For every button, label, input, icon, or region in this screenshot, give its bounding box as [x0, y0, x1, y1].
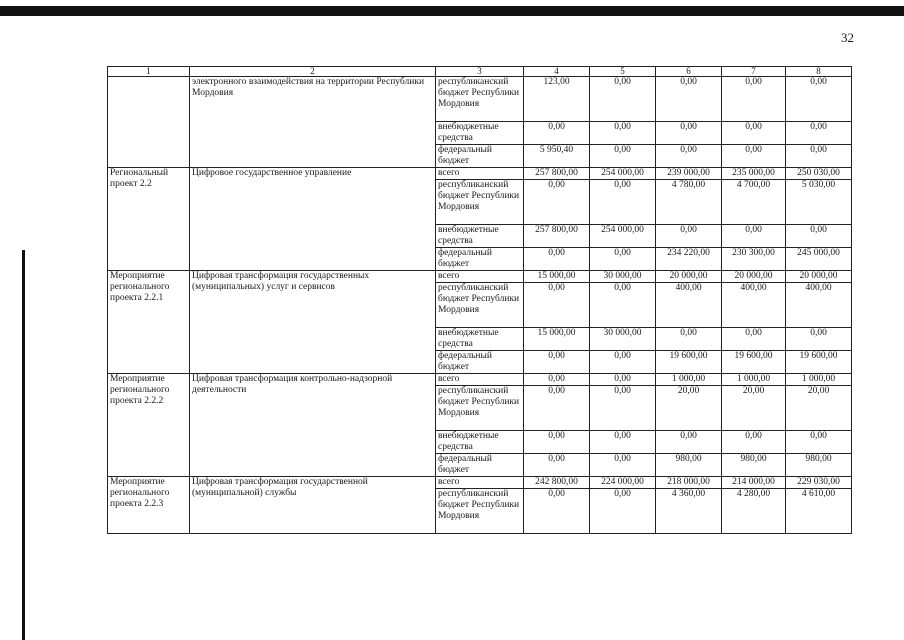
amount-cell: 20 000,00 — [722, 271, 786, 283]
funding-source-cell: федеральный бюджет — [436, 248, 524, 271]
funding-source-cell: всего — [436, 477, 524, 489]
amount-cell: 0,00 — [590, 351, 656, 374]
funding-source-cell: внебюджетные средства — [436, 122, 524, 145]
amount-cell: 235 000,00 — [722, 168, 786, 180]
amount-cell: 254 000,00 — [590, 225, 656, 248]
amount-cell: 0,00 — [656, 431, 722, 454]
amount-cell: 0,00 — [524, 431, 590, 454]
funding-source-cell: республиканский бюджет Республики Мордовия — [436, 489, 524, 534]
amount-cell: 400,00 — [786, 283, 852, 328]
amount-cell: 257 800,00 — [524, 168, 590, 180]
table-row — [108, 477, 852, 489]
funding-source-cell: всего — [436, 271, 524, 283]
amount-cell: 5 950,40 — [524, 145, 590, 168]
program-code-cell — [108, 77, 190, 168]
funding-source-cell: республиканский бюджет Республики Мордовия — [436, 386, 524, 431]
amount-cell: 0,00 — [524, 351, 590, 374]
column-header: 8 — [786, 67, 852, 77]
amount-cell: 20,00 — [656, 386, 722, 431]
amount-cell: 980,00 — [722, 454, 786, 477]
column-header: 2 — [190, 67, 436, 77]
amount-cell: 0,00 — [590, 386, 656, 431]
amount-cell: 0,00 — [656, 122, 722, 145]
amount-cell: 0,00 — [656, 77, 722, 122]
program-name-cell: электронного взаимодействия на территории Республики Мордовия — [190, 77, 436, 168]
amount-cell: 0,00 — [524, 489, 590, 534]
funding-source-cell: федеральный бюджет — [436, 351, 524, 374]
program-name-cell: Цифровое государственное управление — [190, 168, 436, 271]
amount-cell: 30 000,00 — [590, 271, 656, 283]
amount-cell: 0,00 — [722, 431, 786, 454]
amount-cell: 0,00 — [656, 145, 722, 168]
amount-cell: 0,00 — [590, 431, 656, 454]
column-header: 1 — [108, 67, 190, 77]
funding-source-cell: всего — [436, 168, 524, 180]
amount-cell: 0,00 — [590, 145, 656, 168]
amount-cell: 400,00 — [656, 283, 722, 328]
amount-cell: 0,00 — [656, 225, 722, 248]
amount-cell: 0,00 — [590, 122, 656, 145]
amount-cell: 1 000,00 — [722, 374, 786, 386]
amount-cell: 254 000,00 — [590, 168, 656, 180]
amount-cell: 0,00 — [786, 77, 852, 122]
amount-cell: 400,00 — [722, 283, 786, 328]
amount-cell: 218 000,00 — [656, 477, 722, 489]
amount-cell: 4 610,00 — [786, 489, 852, 534]
funding-source-cell: всего — [436, 374, 524, 386]
amount-cell: 15 000,00 — [524, 271, 590, 283]
table-body — [108, 77, 852, 534]
amount-cell: 0,00 — [590, 283, 656, 328]
amount-cell: 0,00 — [524, 180, 590, 225]
amount-cell: 229 030,00 — [786, 477, 852, 489]
funding-source-cell: федеральный бюджет — [436, 454, 524, 477]
amount-cell: 1 000,00 — [786, 374, 852, 386]
column-header: 4 — [524, 67, 590, 77]
table-row — [108, 374, 852, 386]
amount-cell: 0,00 — [524, 374, 590, 386]
amount-cell: 0,00 — [590, 180, 656, 225]
amount-cell: 0,00 — [722, 77, 786, 122]
amount-cell: 0,00 — [786, 145, 852, 168]
amount-cell: 0,00 — [590, 489, 656, 534]
program-name-cell: Цифровая трансформация государственной (муниципальной) службы — [190, 477, 436, 534]
amount-cell: 5 030,00 — [786, 180, 852, 225]
amount-cell: 20,00 — [722, 386, 786, 431]
column-header: 6 — [656, 67, 722, 77]
amount-cell: 224 000,00 — [590, 477, 656, 489]
amount-cell: 15 000,00 — [524, 328, 590, 351]
amount-cell: 19 600,00 — [656, 351, 722, 374]
amount-cell: 20 000,00 — [656, 271, 722, 283]
column-header: 3 — [436, 67, 524, 77]
program-code-cell: Мероприятие регионального проекта 2.2.1 — [108, 271, 190, 374]
budget-table — [107, 66, 852, 534]
amount-cell: 250 030,00 — [786, 168, 852, 180]
funding-source-cell: внебюджетные средства — [436, 431, 524, 454]
amount-cell: 0,00 — [722, 145, 786, 168]
amount-cell: 0,00 — [722, 328, 786, 351]
amount-cell: 4 280,00 — [722, 489, 786, 534]
amount-cell: 0,00 — [524, 454, 590, 477]
amount-cell: 242 800,00 — [524, 477, 590, 489]
amount-cell: 0,00 — [590, 374, 656, 386]
amount-cell: 20 000,00 — [786, 271, 852, 283]
scan-border-left — [22, 250, 25, 640]
table-row — [108, 77, 852, 122]
program-code-cell: Мероприятие регионального проекта 2.2.2 — [108, 374, 190, 477]
funding-source-cell: республиканский бюджет Республики Мордовия — [436, 180, 524, 225]
amount-cell: 234 220,00 — [656, 248, 722, 271]
column-header: 5 — [590, 67, 656, 77]
amount-cell: 0,00 — [786, 225, 852, 248]
funding-source-cell: республиканский бюджет Республики Мордовия — [436, 77, 524, 122]
funding-source-cell: внебюджетные средства — [436, 225, 524, 248]
amount-cell: 123,00 — [524, 77, 590, 122]
scan-border-top — [0, 6, 904, 16]
page-number: 32 — [841, 30, 854, 45]
amount-cell: 980,00 — [656, 454, 722, 477]
amount-cell: 0,00 — [590, 248, 656, 271]
amount-cell: 20,00 — [786, 386, 852, 431]
amount-cell: 0,00 — [524, 283, 590, 328]
amount-cell: 0,00 — [656, 328, 722, 351]
amount-cell: 245 000,00 — [786, 248, 852, 271]
program-name-cell: Цифровая трансформация контрольно-надзорной деятельности — [190, 374, 436, 477]
program-name-cell: Цифровая трансформация государственных (муниципальных) услуг и сервисов — [190, 271, 436, 374]
amount-cell: 0,00 — [524, 248, 590, 271]
amount-cell: 19 600,00 — [786, 351, 852, 374]
table-row — [108, 271, 852, 283]
amount-cell: 0,00 — [786, 328, 852, 351]
amount-cell: 0,00 — [786, 122, 852, 145]
amount-cell: 1 000,00 — [656, 374, 722, 386]
amount-cell: 257 800,00 — [524, 225, 590, 248]
amount-cell: 0,00 — [590, 77, 656, 122]
amount-cell: 0,00 — [786, 431, 852, 454]
amount-cell: 239 000,00 — [656, 168, 722, 180]
funding-source-cell: федеральный бюджет — [436, 145, 524, 168]
amount-cell: 4 780,00 — [656, 180, 722, 225]
amount-cell: 0,00 — [590, 454, 656, 477]
amount-cell: 0,00 — [524, 386, 590, 431]
funding-source-cell: внебюджетные средства — [436, 328, 524, 351]
amount-cell: 0,00 — [722, 225, 786, 248]
amount-cell: 4 360,00 — [656, 489, 722, 534]
amount-cell: 230 300,00 — [722, 248, 786, 271]
funding-source-cell: республиканский бюджет Республики Мордовия — [436, 283, 524, 328]
amount-cell: 19 600,00 — [722, 351, 786, 374]
table-row — [108, 168, 852, 180]
amount-cell: 4 700,00 — [722, 180, 786, 225]
column-number-row — [108, 67, 852, 77]
amount-cell: 0,00 — [722, 122, 786, 145]
amount-cell: 214 000,00 — [722, 477, 786, 489]
amount-cell: 980,00 — [786, 454, 852, 477]
amount-cell: 0,00 — [524, 122, 590, 145]
amount-cell: 30 000,00 — [590, 328, 656, 351]
program-code-cell: Мероприятие регионального проекта 2.2.3 — [108, 477, 190, 534]
column-header: 7 — [722, 67, 786, 77]
program-code-cell: Региональный проект 2.2 — [108, 168, 190, 271]
